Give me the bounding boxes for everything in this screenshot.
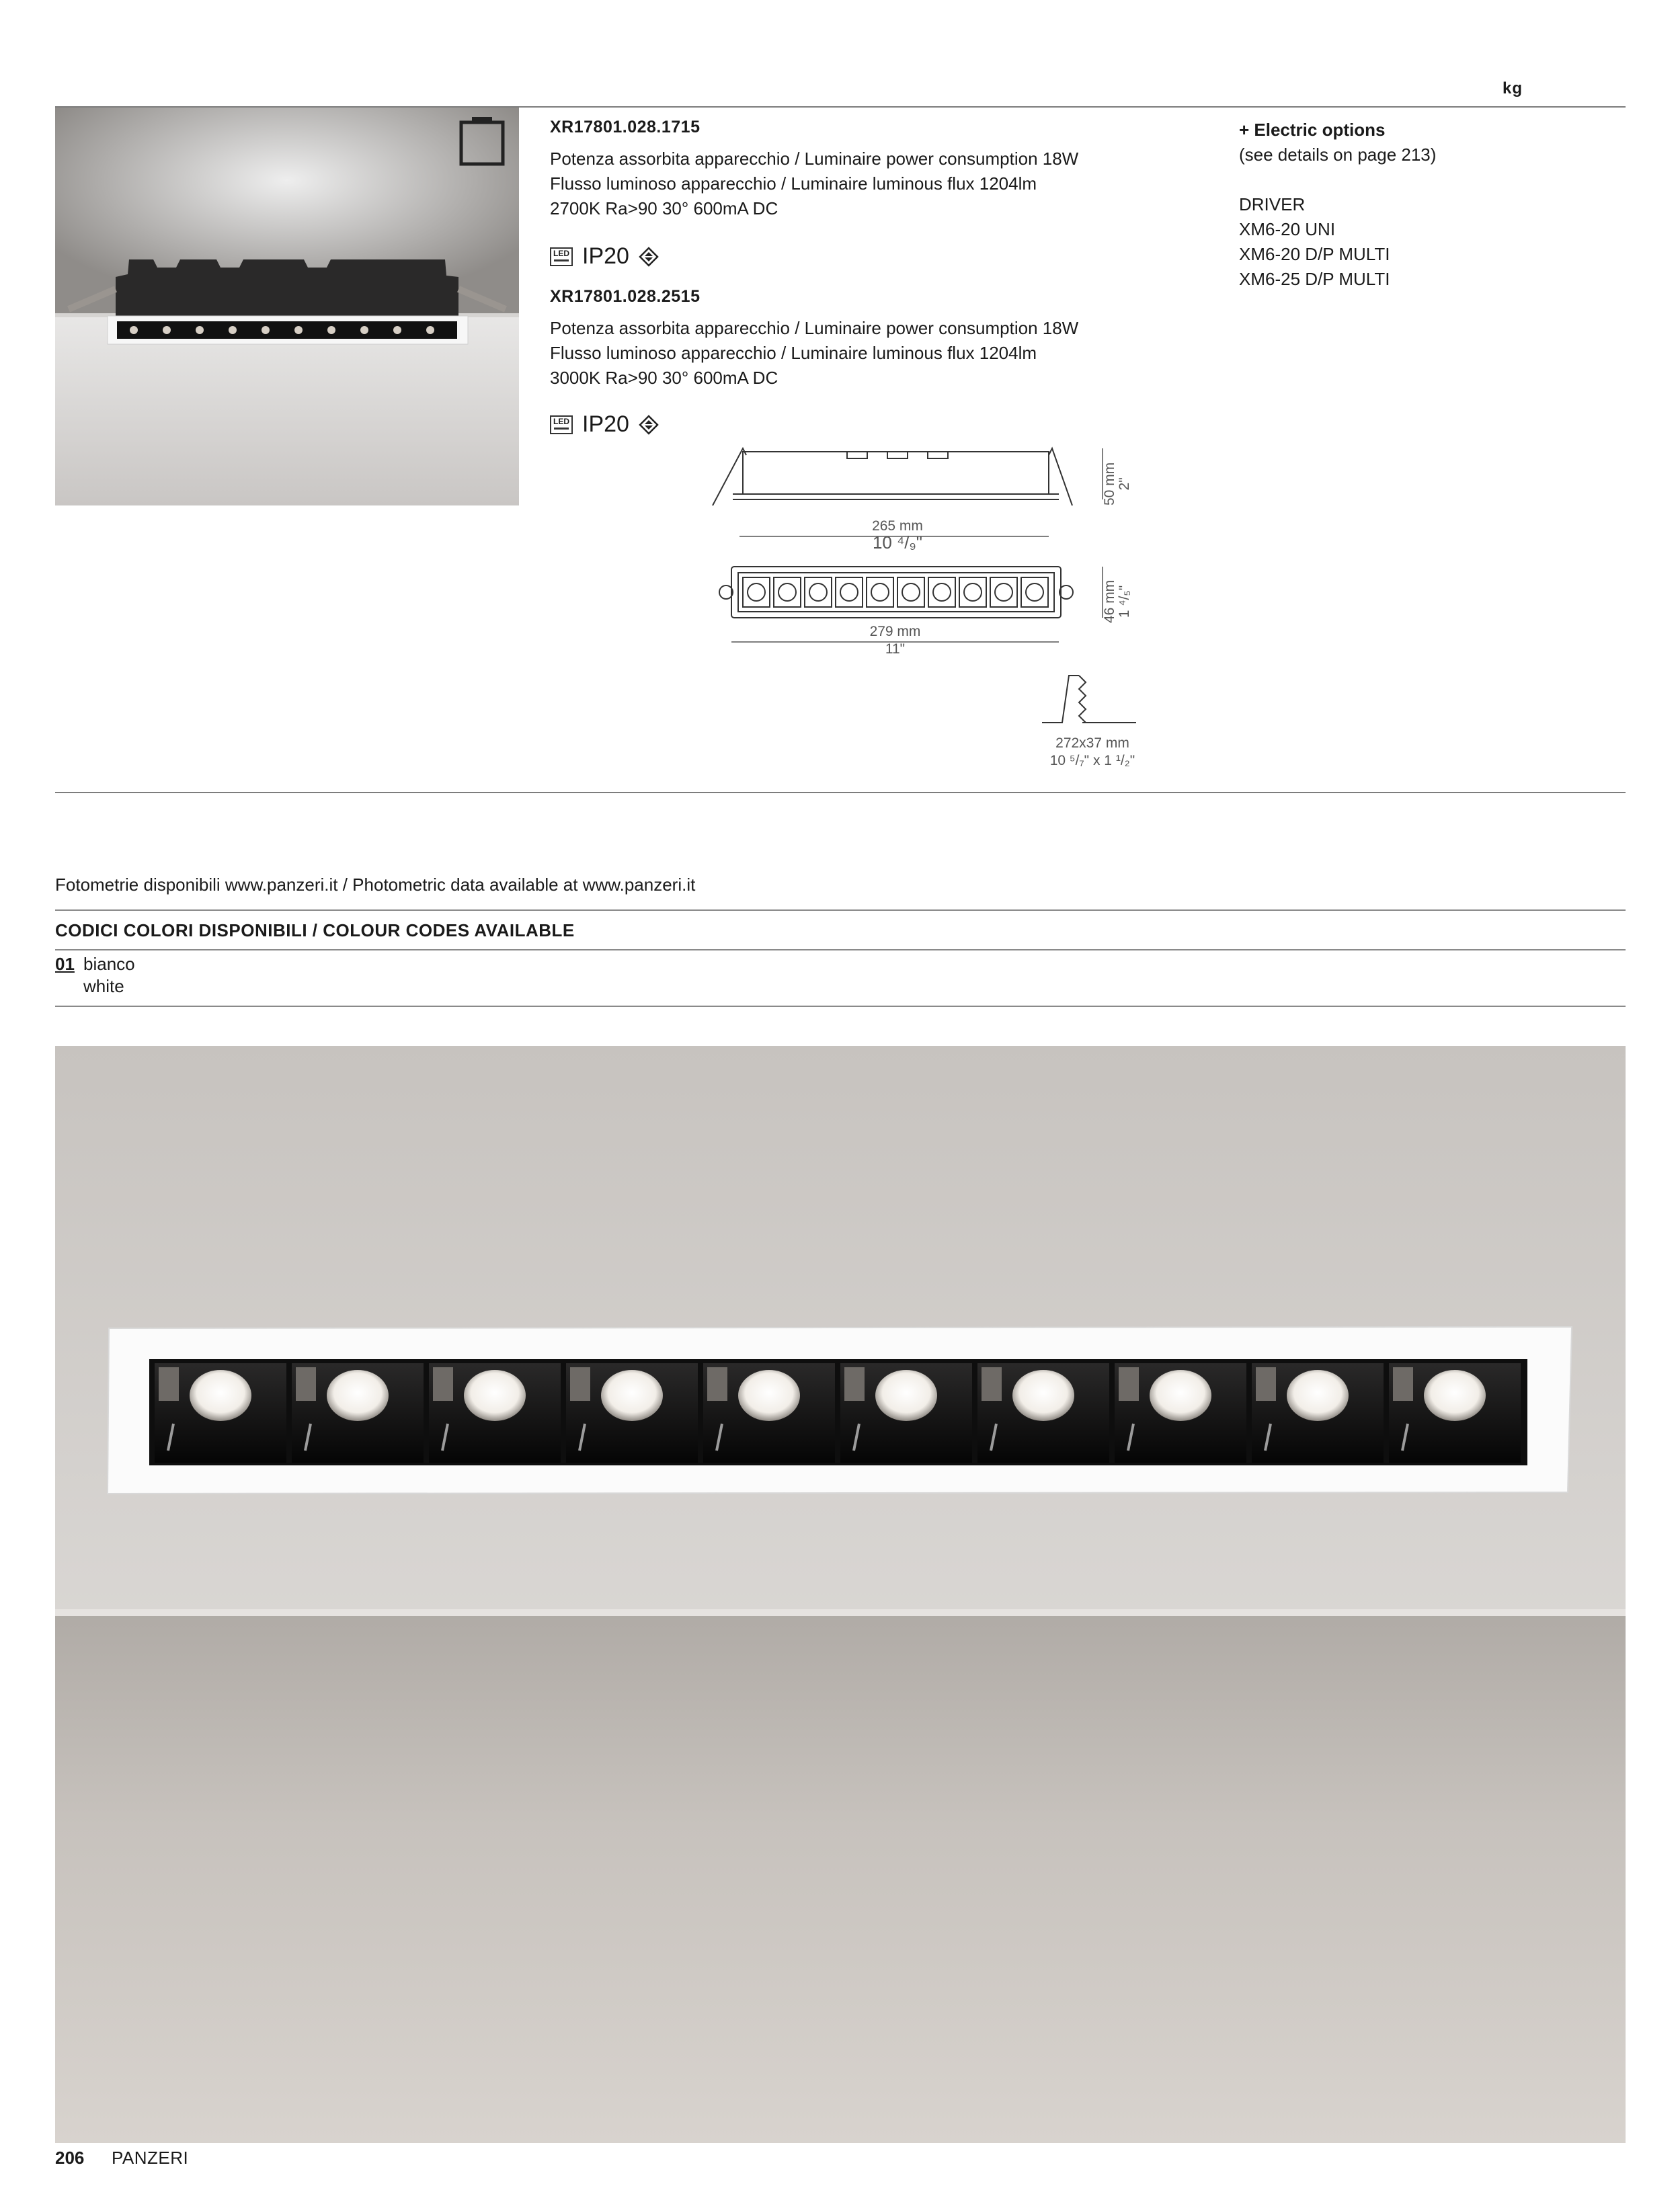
top-width-in: 10 ⁴/₉" [872, 532, 923, 553]
photometric-note: Fotometrie disponibili www.panzeri.it / Photometric data available at www.panzeri.it [55, 875, 696, 895]
height-in: 2" [1117, 477, 1132, 491]
driver-label: DRIVER [1239, 194, 1306, 214]
led-cell [566, 1363, 698, 1463]
product-specs-1 [550, 147, 1078, 221]
driver-item: XM6-20 D/P MULTI [1239, 244, 1390, 264]
cutout-in: 10 ⁵/₇" x 1 ¹/₂" [1049, 753, 1135, 768]
brand-name: PANZERI [112, 2148, 189, 2168]
led-cell [429, 1363, 561, 1463]
electric-options-title: + Electric options [1239, 120, 1386, 140]
section-rule [55, 792, 1626, 793]
led-icon: LED [550, 247, 573, 266]
depth-dim-label [1076, 567, 1132, 627]
class-symbol-icon [639, 247, 659, 267]
led-cell [977, 1363, 1109, 1463]
depth-mm: 46 mm [1102, 579, 1117, 623]
led-cell [703, 1363, 835, 1463]
product-photo-small [55, 108, 519, 505]
height-mm: 50 mm [1102, 462, 1117, 505]
page-number: 206 [55, 2148, 85, 2168]
spec-power: Potenza assorbita apparecchio / Luminaire power consumption 18W [550, 149, 1079, 169]
bottom-width-label [731, 623, 1059, 658]
recessed-installation-icon [458, 116, 506, 167]
led-cell [840, 1363, 972, 1463]
top-width-label [743, 518, 1052, 551]
colour-codes-title: CODICI COLORI DISPONIBILI / COLOUR CODES AVAILABLE [55, 920, 575, 940]
colour-code-number: 01 [55, 954, 75, 974]
spec-flux: Flusso luminoso apparecchio / Luminaire luminous flux 1204lm [550, 343, 1037, 363]
led-cell [1389, 1363, 1521, 1463]
product-code-2: XR17801.028.2515 [550, 287, 701, 306]
product-code-1: XR17801.028.1715 [550, 118, 701, 136]
height-dim-label [1076, 449, 1132, 510]
ip-rating: IP20 [582, 243, 629, 269]
spec-flux: Flusso luminoso apparecchio / Luminaire luminous flux 1204lm [550, 173, 1037, 194]
top-width-mm: 265 mm [872, 518, 923, 534]
cutout-mm: 272x37 mm [1055, 735, 1129, 751]
electric-options [1239, 118, 1436, 292]
colour-code-item [55, 953, 135, 998]
rule [55, 1006, 1626, 1007]
cutout-label [1025, 735, 1160, 770]
luminaire-closeup-illustration [55, 1046, 1626, 2143]
rule [55, 949, 1626, 950]
driver-item: XM6-20 UNI [1239, 219, 1336, 239]
spec-colour-temp: 3000K Ra>90 30° 600mA DC [550, 368, 778, 388]
bottom-width-mm: 279 mm [869, 624, 921, 639]
led-cell [1252, 1363, 1384, 1463]
bottom-width-in: 11" [885, 641, 906, 657]
colour-name-it: bianco [83, 954, 135, 974]
led-icon: LED [550, 415, 573, 434]
driver-item: XM6-25 D/P MULTI [1239, 269, 1390, 289]
product-photo-large [55, 1046, 1626, 2143]
led-cells [743, 577, 1048, 607]
class-symbol-icon [639, 415, 659, 435]
electric-options-subtitle: (see details on page 213) [1239, 145, 1437, 165]
ceiling-cutout-icon [1042, 676, 1136, 723]
ip-rating: IP20 [582, 411, 629, 437]
led-cell [155, 1363, 286, 1463]
led-cell [1115, 1363, 1246, 1463]
weight-label: kg [1502, 79, 1523, 97]
spec-power: Potenza assorbita apparecchio / Luminaire power consumption 18W [550, 318, 1079, 338]
led-cell [292, 1363, 424, 1463]
colour-name-en: white [83, 976, 124, 996]
spec-colour-temp: 2700K Ra>90 30° 600mA DC [550, 198, 778, 218]
ip-rating-row-2 [550, 411, 659, 438]
rule [55, 909, 1626, 911]
depth-in: 1 ⁴/₅" [1117, 585, 1132, 618]
luminaire-photo-illustration [55, 108, 519, 505]
product-specs-2 [550, 316, 1078, 391]
ip-rating-row-1 [550, 243, 659, 270]
